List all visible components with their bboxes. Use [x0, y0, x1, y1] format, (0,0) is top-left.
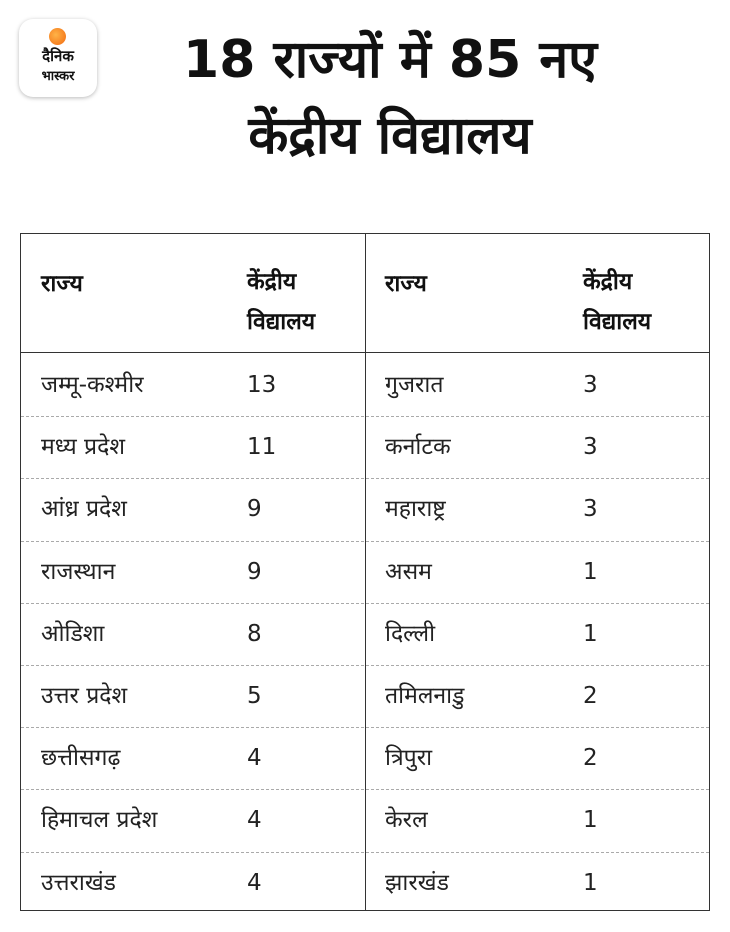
right-count-cell: 3 — [583, 434, 598, 461]
right-count-cell: 1 — [583, 869, 598, 896]
brand-line2: भास्कर — [41, 69, 75, 84]
left-count-cell: 11 — [247, 434, 277, 461]
left-count-cell: 13 — [247, 372, 277, 398]
brand-line1: दैनिक — [42, 47, 74, 65]
right-count-cell: 3 — [583, 372, 598, 398]
sun-icon — [49, 28, 66, 45]
left-count-cell: 4 — [247, 807, 262, 834]
row-separator — [21, 727, 709, 728]
left-count-cell: 9 — [247, 558, 262, 585]
row-separator — [21, 789, 709, 790]
title-line1: 18 राज्यों में 85 नए — [183, 30, 597, 90]
right-state-cell: दिल्ली — [385, 620, 436, 647]
right-state-cell: गुजरात — [385, 372, 444, 398]
right-header-count-line2: विद्यालय — [583, 309, 652, 335]
left-state-cell: जम्मू-कश्मीर — [41, 372, 144, 398]
right-count-cell: 3 — [583, 496, 598, 523]
row-separator — [21, 852, 709, 853]
row-separator — [21, 541, 709, 542]
left-count-cell: 9 — [247, 496, 262, 523]
left-count-cell: 8 — [247, 620, 262, 647]
row-separator — [21, 603, 709, 604]
right-state-cell: महाराष्ट्र — [385, 496, 446, 523]
right-header-state: राज्य — [385, 271, 427, 297]
left-header-count-line2: विद्यालय — [247, 309, 316, 335]
right-state-cell: कर्नाटक — [385, 434, 451, 461]
left-state-cell: उत्तराखंड — [41, 869, 116, 896]
left-state-cell: छत्तीसगढ़ — [41, 745, 121, 772]
left-header-count-line1: केंद्रीय — [247, 269, 297, 295]
left-count-cell: 4 — [247, 745, 262, 772]
left-count-cell: 5 — [247, 683, 262, 709]
right-state-cell: असम — [385, 558, 432, 585]
title-line2: केंद्रीय विद्यालय — [248, 106, 532, 166]
left-state-cell: उत्तर प्रदेश — [41, 683, 128, 709]
row-separator — [21, 416, 709, 417]
right-state-cell: त्रिपुरा — [385, 745, 433, 772]
right-state-cell: केरल — [385, 807, 428, 834]
header-divider — [21, 352, 709, 353]
brand-logo — [19, 19, 97, 97]
right-state-cell: झारखंड — [385, 869, 449, 896]
right-count-cell: 2 — [583, 745, 598, 772]
right-count-cell: 1 — [583, 620, 598, 647]
left-state-cell: मध्य प्रदेश — [41, 434, 125, 461]
row-separator — [21, 478, 709, 479]
right-count-cell: 1 — [583, 558, 598, 585]
left-state-cell: राजस्थान — [41, 558, 116, 585]
page-title — [110, 22, 670, 174]
left-count-cell: 4 — [247, 869, 262, 896]
left-state-cell: आंध्र प्रदेश — [41, 496, 127, 523]
right-header-count-line1: केंद्रीय — [583, 269, 633, 295]
schools-table — [20, 233, 710, 911]
left-state-cell: ओडिशा — [41, 620, 105, 647]
left-header-state: राज्य — [41, 271, 83, 297]
left-state-cell: हिमाचल प्रदेश — [41, 807, 158, 834]
row-separator — [21, 665, 709, 666]
right-count-cell: 2 — [583, 683, 598, 709]
right-state-cell: तमिलनाडु — [385, 683, 465, 709]
column-divider — [365, 234, 366, 910]
right-count-cell: 1 — [583, 807, 598, 834]
